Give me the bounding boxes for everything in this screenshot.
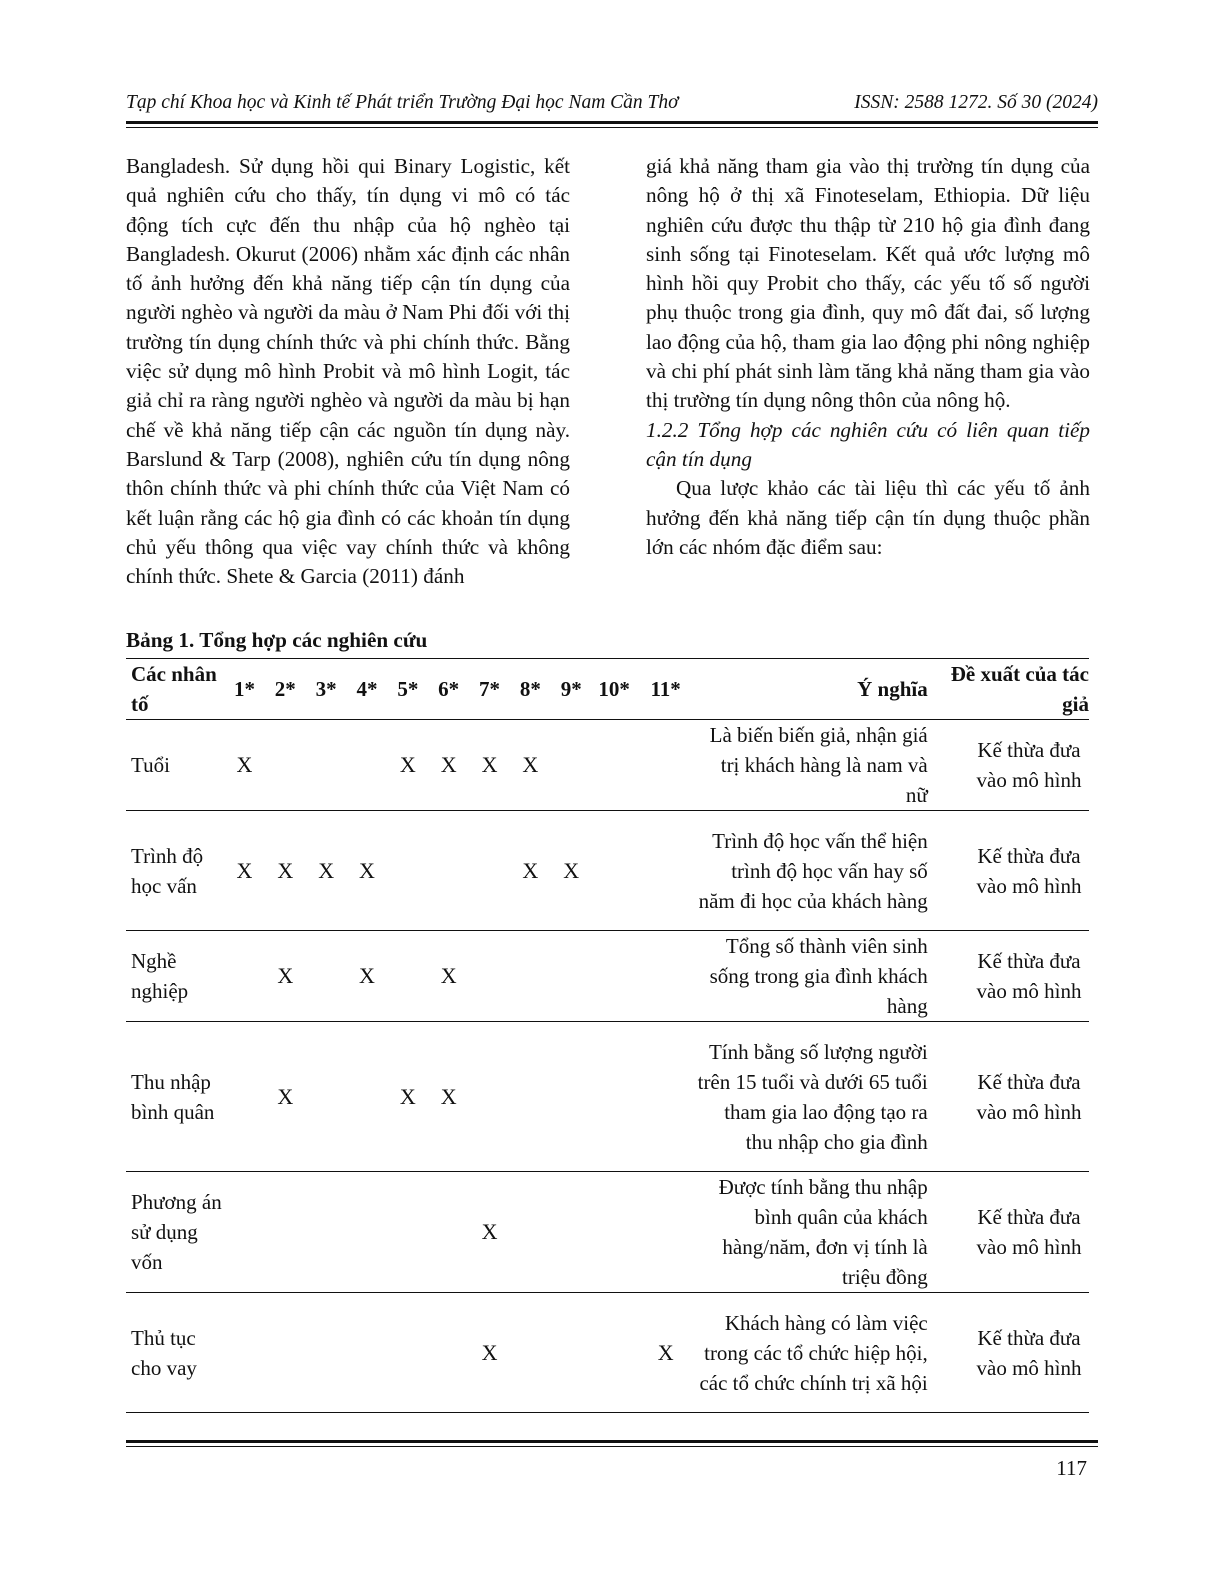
study-5-mark bbox=[387, 1172, 428, 1293]
study-1-mark bbox=[224, 1293, 265, 1413]
study-10-mark bbox=[592, 1172, 637, 1293]
study-2-mark: X bbox=[277, 857, 294, 883]
header-meaning: Ý nghĩa bbox=[857, 677, 928, 701]
study-4-mark bbox=[347, 720, 388, 811]
page-number: 117 bbox=[1056, 1456, 1087, 1480]
study-6-mark: X bbox=[440, 752, 457, 777]
meaning-cell: Tính bằng số lượng người trên 15 tuổi và dưới 65 tuổi tham gia lao động tạo ra thu nhập cho gia đình bbox=[697, 1039, 928, 1154]
study-6-mark bbox=[428, 1293, 469, 1413]
study-5-mark: X bbox=[399, 752, 416, 777]
study-11-mark bbox=[637, 1022, 695, 1172]
proposal-cell bbox=[936, 811, 1089, 931]
table-row bbox=[126, 1172, 1089, 1293]
table-row bbox=[126, 811, 1089, 931]
table-header-row bbox=[126, 659, 1089, 720]
study-5-mark bbox=[387, 1293, 428, 1413]
meaning-cell: Được tính bằng thu nhập bình quân của khách hàng/năm, đơn vị tính là triệu đồng bbox=[718, 1175, 928, 1289]
study-8-mark bbox=[510, 931, 551, 1022]
proposal-text: Kế thừa đưa vào mô hình bbox=[976, 843, 1082, 898]
study-7-mark: X bbox=[481, 752, 498, 777]
issn-issue: ISSN: 2588 1272. Số 30 (2024) bbox=[854, 92, 1098, 113]
factor-cell: Tuổi bbox=[131, 753, 170, 777]
header-study-2: 2* bbox=[274, 677, 296, 701]
study-10-mark bbox=[592, 1022, 637, 1172]
study-4-mark bbox=[347, 1172, 388, 1293]
study-8-mark bbox=[510, 1293, 551, 1413]
study-1-mark bbox=[224, 931, 265, 1022]
study-6-mark: X bbox=[440, 963, 457, 988]
header-study-9: 9* bbox=[560, 677, 582, 701]
study-3-mark bbox=[306, 1293, 347, 1413]
header-study-3: 3* bbox=[315, 677, 337, 701]
study-11-mark: X bbox=[657, 1339, 674, 1365]
study-10-mark bbox=[592, 811, 637, 931]
footer-rule-thin bbox=[126, 1446, 1098, 1447]
study-8-mark bbox=[510, 1022, 551, 1172]
proposal-cell bbox=[936, 1022, 1089, 1172]
study-3-mark bbox=[306, 931, 347, 1022]
right-paragraph-2: Qua lược khảo các tài liệu thì các yếu tố ảnh hưởng đến khả năng tiếp cận tín dụng thuộc phần lớn các nhóm đặc điểm sau: bbox=[646, 476, 1090, 559]
study-7-mark bbox=[469, 1022, 510, 1172]
study-3-mark bbox=[306, 1022, 347, 1172]
right-paragraph-1: giá khả năng tham gia vào thị trường tín dụng của nông hộ ở thị xã Finoteselam, Ethiopia. Dữ liệu nghiên cứu được thu thập từ 210 hộ gia đình đang sinh sống tại Finoteselam. Kết quả ước lượng mô hình hồi quy Probit cho thấy, các yếu tố số người phụ thuộc trong gia đình, quy mô đất đai, số lượng lao động của hộ, tham gia lao động phi nông nghiệp và chi phí phát sinh làm tăng khả năng tham gia vào thị trường tín dụng nông thôn của nông hộ. bbox=[646, 154, 1090, 413]
study-4-mark: X bbox=[359, 857, 375, 883]
study-11-mark bbox=[637, 720, 695, 811]
header-factor: Các nhân tố bbox=[131, 662, 217, 716]
study-7-mark bbox=[469, 811, 510, 931]
study-5-mark bbox=[387, 811, 428, 931]
proposal-text: Kế thừa đưa vào mô hình bbox=[976, 949, 1082, 1003]
header-study-5: 5* bbox=[397, 677, 419, 701]
right-column bbox=[646, 152, 1090, 562]
proposal-cell bbox=[936, 931, 1089, 1022]
summary-table bbox=[126, 658, 1089, 1413]
header-study-10: 10* bbox=[598, 677, 630, 701]
study-8-mark bbox=[510, 1172, 551, 1293]
section-subheading: 1.2.2 Tổng hợp các nghiên cứu có liên quan tiếp cận tín dụng bbox=[646, 417, 1090, 471]
study-3-mark: X bbox=[318, 857, 335, 883]
meaning-cell: Là biến biến giả, nhận giá trị khách hàng là nam và nữ bbox=[709, 723, 928, 807]
header-study-6: 6* bbox=[438, 677, 460, 701]
table-body bbox=[126, 720, 1089, 1413]
study-8-mark: X bbox=[522, 857, 539, 883]
meaning-cell: Trình độ học vấn thể hiện trình độ học vấn hay số năm đi học của khách hàng bbox=[698, 828, 928, 913]
study-7-mark: X bbox=[481, 1219, 498, 1244]
study-9-mark bbox=[551, 931, 592, 1022]
left-column-text: Bangladesh. Sử dụng hồi qui Binary Logistic, kết quả nghiên cứu cho thấy, tín dụng vi mô có tác động tích cực đến thu nhập của hộ nghèo tại Bangladesh. Okurut (2006) nhằm xác định các nhân tố ảnh hưởng đến khả năng tiếp cận tín dụng của người nghèo và người da màu ở Nam Phi đối với thị trường tín dụng chính thức và phi chính thức. Bằng việc sử dụng mô hình Probit và mô hình Logit, tác giả chỉ ra ràng người nghèo và người da màu bị hạn chế về khả năng tiếp cận các nguồn tín dụng này. Barslund & Tarp (2008), nghiên cứu tín dụng nông thôn chính thức và phi chính thức của Việt Nam có kết luận rằng các hộ gia đình có các khoản tín dụng chủ yếu thông qua việc vay chính thức và không chính thức. Shete & Garcia (2011) đánh bbox=[126, 154, 570, 589]
study-6-mark: X bbox=[440, 1083, 457, 1109]
study-7-mark bbox=[469, 931, 510, 1022]
factor-cell: Trình độ học vấn bbox=[131, 843, 204, 898]
study-2-mark: X bbox=[277, 963, 294, 988]
study-10-mark bbox=[592, 1293, 637, 1413]
study-9-mark bbox=[551, 1172, 592, 1293]
header-study-11: 11* bbox=[650, 677, 681, 701]
proposal-cell bbox=[936, 1293, 1089, 1413]
header-study-1: 1* bbox=[233, 677, 255, 701]
study-11-mark bbox=[637, 811, 695, 931]
study-2-mark bbox=[265, 720, 306, 811]
study-1-mark: X bbox=[236, 752, 253, 777]
study-2-mark: X bbox=[277, 1083, 294, 1109]
study-10-mark bbox=[592, 931, 637, 1022]
table-row bbox=[126, 931, 1089, 1022]
left-column bbox=[126, 152, 570, 591]
study-11-mark bbox=[637, 931, 695, 1022]
meaning-cell: Tổng số thành viên sinh sống trong gia đình khách hàng bbox=[709, 934, 928, 1018]
table-row bbox=[126, 1293, 1089, 1413]
study-3-mark bbox=[306, 720, 347, 811]
study-2-mark bbox=[265, 1172, 306, 1293]
proposal-cell bbox=[936, 1172, 1089, 1293]
study-11-mark bbox=[637, 1172, 695, 1293]
meaning-cell: Khách hàng có làm việc trong các tổ chức hiệp hội, các tổ chức chính trị xã hội bbox=[699, 1310, 928, 1395]
study-5-mark: X bbox=[399, 1083, 416, 1109]
proposal-text: Kế thừa đưa vào mô hình bbox=[976, 738, 1082, 792]
factor-cell: Phương án sử dụng vốn bbox=[131, 1190, 222, 1274]
header-study-8: 8* bbox=[519, 677, 541, 701]
study-10-mark bbox=[592, 720, 637, 811]
proposal-text: Kế thừa đưa vào mô hình bbox=[976, 1205, 1082, 1259]
table-row bbox=[126, 720, 1089, 811]
study-6-mark bbox=[428, 811, 469, 931]
study-1-mark bbox=[224, 1172, 265, 1293]
study-1-mark bbox=[224, 1022, 265, 1172]
header-proposal: Đề xuất của tác giả bbox=[950, 662, 1089, 716]
header-rule-thin bbox=[126, 127, 1098, 128]
proposal-text: Kế thừa đưa vào mô hình bbox=[976, 1069, 1082, 1124]
factor-cell: Thủ tục cho vay bbox=[131, 1325, 197, 1380]
study-4-mark bbox=[347, 1022, 388, 1172]
study-9-mark: X bbox=[563, 857, 580, 883]
study-9-mark bbox=[551, 1293, 592, 1413]
study-1-mark: X bbox=[236, 857, 253, 883]
study-4-mark: X bbox=[359, 963, 375, 988]
footer-rule-thick bbox=[126, 1440, 1098, 1443]
header-study-7: 7* bbox=[479, 677, 501, 701]
study-5-mark bbox=[387, 931, 428, 1022]
study-4-mark bbox=[347, 1293, 388, 1413]
table-row bbox=[126, 1022, 1089, 1172]
factor-cell: Nghề nghiệp bbox=[131, 949, 189, 1003]
proposal-text: Kế thừa đưa vào mô hình bbox=[976, 1325, 1082, 1380]
study-2-mark bbox=[265, 1293, 306, 1413]
table-caption: Bảng 1. Tổng hợp các nghiên cứu bbox=[126, 628, 428, 652]
header-study-4: 4* bbox=[356, 677, 378, 701]
study-9-mark bbox=[551, 1022, 592, 1172]
study-9-mark bbox=[551, 720, 592, 811]
journal-title: Tạp chí Khoa học và Kinh tế Phát triển Trường Đại học Nam Cần Thơ bbox=[126, 92, 679, 113]
running-header bbox=[126, 92, 1098, 120]
header-rule-thick bbox=[126, 121, 1098, 124]
factor-cell: Thu nhập bình quân bbox=[131, 1069, 215, 1124]
study-8-mark: X bbox=[522, 752, 539, 777]
study-6-mark bbox=[428, 1172, 469, 1293]
study-3-mark bbox=[306, 1172, 347, 1293]
proposal-cell bbox=[936, 720, 1089, 811]
study-7-mark: X bbox=[481, 1339, 498, 1365]
